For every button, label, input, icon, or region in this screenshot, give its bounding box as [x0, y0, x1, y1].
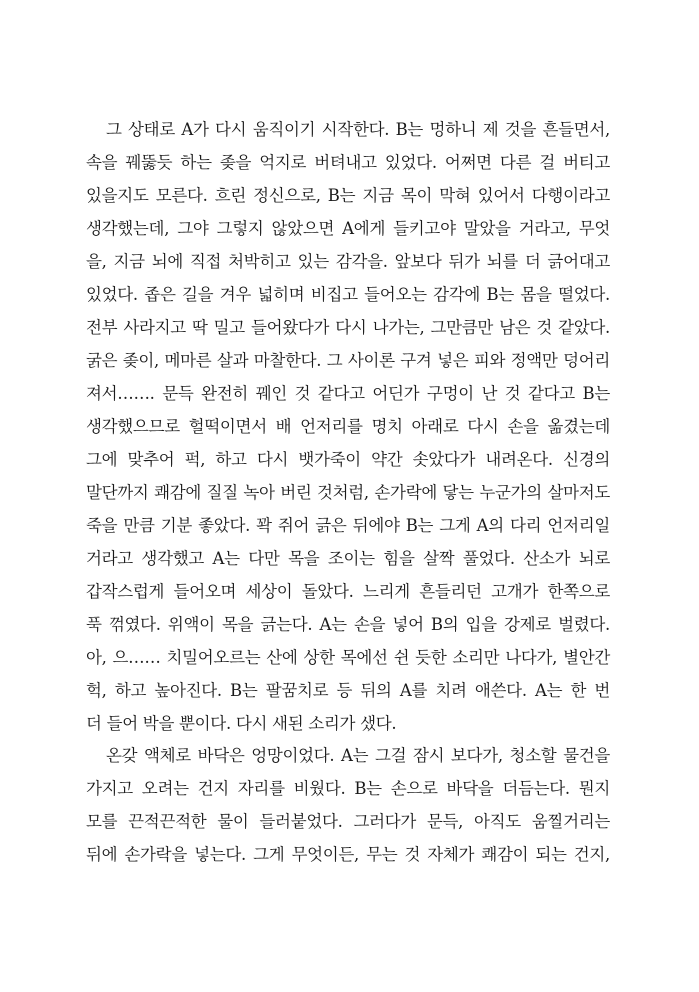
- text-line: 푹 꺾였다. 위액이 목을 긁는다. A는 손을 넣어 B의 입을 강제로 벌렸다.: [86, 615, 610, 634]
- text-line: 그에 맞추어 퍽, 하고 다시 뱃가죽이 약간 솟았다가 내려온다. 신경의: [86, 450, 610, 469]
- text-line: 있을지도 모른다. 흐린 정신으로, B는 지금 목이 막혀 있어서 다행이라고: [86, 186, 610, 205]
- text-line: 온갖 액체로 바닥은 엉망이었다. A는 그걸 잠시 보다가, 청소할 물건을: [106, 746, 610, 765]
- text-line: 굵은 좆이, 메마른 살과 마찰한다. 그 사이론 구겨 넣은 피와 정액만 덩어리: [86, 351, 610, 370]
- text-line: 전부 사라지고 딱 밀고 들어왔다가 다시 나가는, 그만큼만 남은 것 같았다.: [86, 318, 610, 337]
- text-line: 거라고 생각했고 A는 다만 목을 조이는 힘을 살짝 풀었다. 산소가 뇌로: [86, 549, 610, 568]
- text-line: 죽을 만큼 기분 좋았다. 꽉 쥐어 긁은 뒤에야 B는 그게 A의 다리 언저리일: [86, 516, 610, 535]
- text-line: 생각했으므로 헐떡이면서 배 언저리를 명치 아래로 다시 손을 옮겼는데: [86, 417, 610, 436]
- text-line: 뒤에 손가락을 넣는다. 그게 무엇이든, 무는 것 자체가 쾌감이 되는 건지,: [86, 845, 610, 864]
- text-line: 갑작스럽게 들어오며 세상이 돌았다. 느리게 흔들리던 고개가 한쪽으로: [86, 582, 610, 601]
- text-line: 생각했는데, 그야 그렇지 않았으면 A에게 들키고야 말았을 거라고, 무엇: [86, 219, 610, 238]
- text-line: 말단까지 쾌감에 질질 녹아 버린 것처럼, 손가락에 닿는 누군가의 살마저도: [86, 483, 610, 502]
- text-line: 가지고 오려는 건지 자리를 비웠다. B는 손으로 바닥을 더듬는다. 뭔지: [86, 779, 610, 798]
- paragraph-2: [86, 739, 610, 871]
- text-line: 을, 지금 뇌에 직접 처박히고 있는 감각을. 앞보다 뒤가 뇌를 더 긁어대고: [86, 252, 610, 271]
- text-line: 헉, 하고 높아진다. B는 팔꿈치로 등 뒤의 A를 치려 애쓴다. A는 한 번: [86, 681, 610, 700]
- text-line: 더 들어 박을 뿐이다. 다시 새된 소리가 샜다.: [86, 714, 397, 733]
- text-line: 아, 으…… 치밀어오르는 산에 상한 목에선 쉰 듯한 소리만 나다가, 별안간: [86, 648, 610, 667]
- text-line: 속을 꿰뚫듯 하는 좆을 억지로 버텨내고 있었다. 어쩌면 다른 걸 버티고: [86, 153, 610, 172]
- text-line: 있었다. 좁은 길을 겨우 넓히며 비집고 들어오는 감각에 B는 몸을 떨었다.: [86, 285, 610, 304]
- text-line: 모를 끈적끈적한 물이 들러붙었다. 그러다가 문득, 아직도 움찔거리는: [86, 812, 610, 831]
- text-line: 그 상태로 A가 다시 움직이기 시작한다. B는 멍하니 제 것을 흔들면서,: [106, 120, 610, 139]
- text-line: 져서……. 문득 완전히 꿰인 것 같다고 어딘가 구멍이 난 것 같다고 B는: [86, 384, 610, 403]
- paragraph-1: [86, 113, 610, 740]
